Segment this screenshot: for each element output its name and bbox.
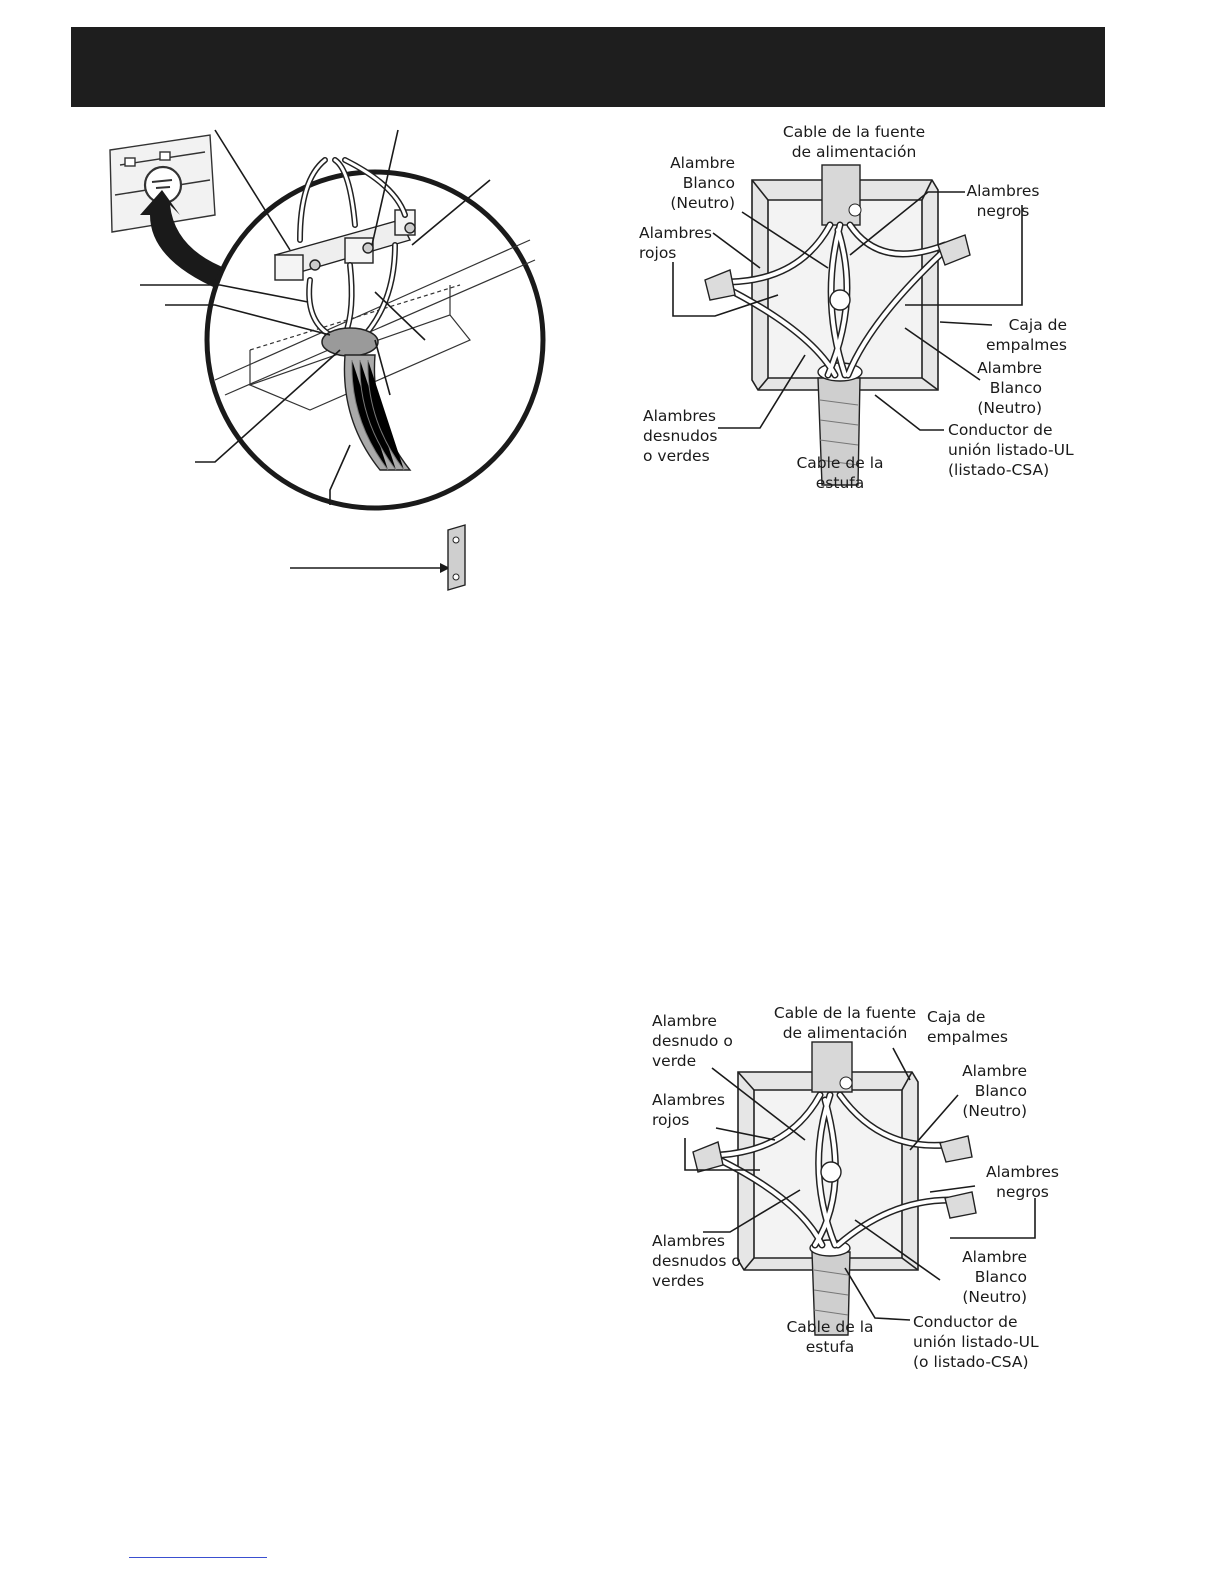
label-bonding-conductor-top: Conductor de unión listado-UL (listado-CSA) xyxy=(948,421,1074,479)
label-white-wire-neutral-top: Alambre Blanco (Neutro) xyxy=(670,154,735,212)
label-supply-cable-bottom: Cable de la fuente de alimentación xyxy=(773,1004,917,1042)
label-white-wire-neutral-bottom: Alambre Blanco (Neutro) xyxy=(962,1248,1027,1306)
label-black-wires-top: Alambres negros xyxy=(966,182,1040,220)
label-bare-or-green-wires-bottom: Alambres desnudos o verdes xyxy=(652,1232,741,1290)
footer-link-underline xyxy=(129,1557,267,1558)
label-black-wires-bottom: Alambres negros xyxy=(986,1163,1059,1201)
label-white-wire-neutral-top-bottom: Alambre Blanco (Neutro) xyxy=(962,1062,1027,1120)
label-bare-or-green-wires-top: Alambres desnudos o verdes xyxy=(643,407,718,465)
label-supply-cable-top: Cable de la fuente de alimentación xyxy=(782,123,926,161)
label-red-wires-bottom: Alambres rojos xyxy=(652,1091,725,1129)
label-range-cable-top: Cable de la estufa xyxy=(796,454,884,492)
label-junction-box-bottom: Caja de empalmes xyxy=(927,1008,1008,1046)
label-red-wires-top: Alambres rojos xyxy=(639,224,712,262)
label-range-cable-bottom: Cable de la estufa xyxy=(786,1318,874,1356)
label-white-wire-neutral-right: Alambre Blanco (Neutro) xyxy=(977,359,1042,417)
label-bonding-conductor-bottom: Conductor de unión listado-UL (o listado-CSA) xyxy=(913,1313,1039,1371)
label-junction-box-top: Caja de empalmes xyxy=(986,316,1067,354)
header-bar xyxy=(71,27,1105,107)
terminal-block-illustration xyxy=(90,120,590,610)
label-bare-or-green-wire-bottom: Alambre desnudo o verde xyxy=(652,1012,733,1070)
